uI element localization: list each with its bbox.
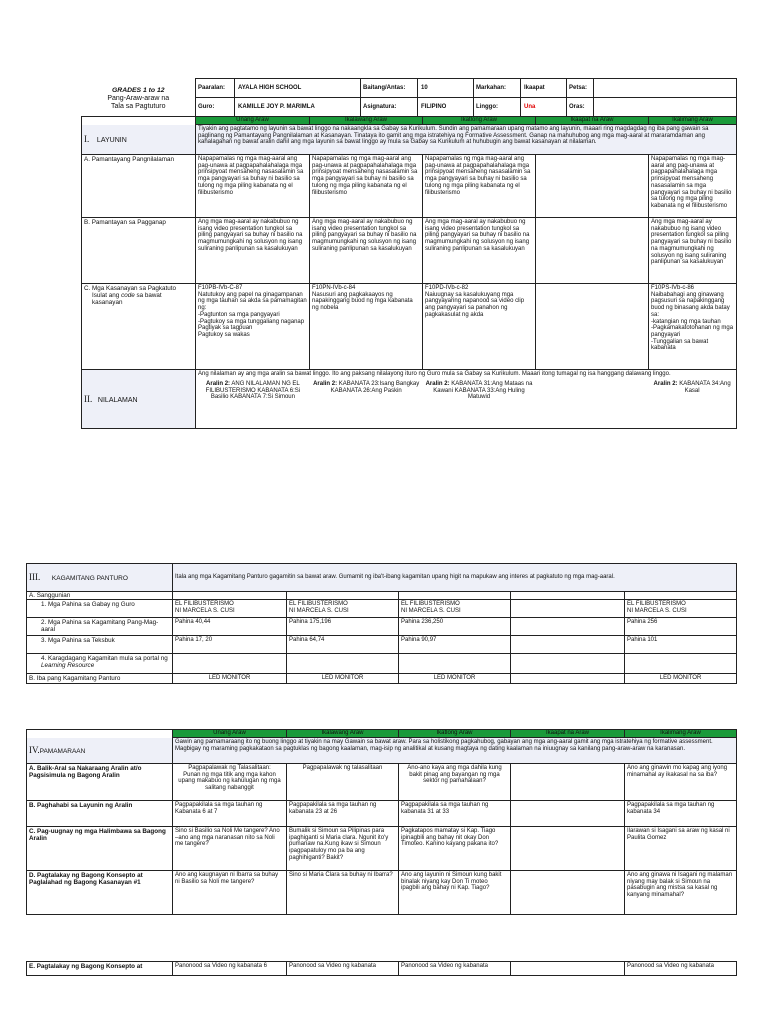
material-row-3 [27, 636, 737, 654]
objective-c-label: C. Mga Kasanayan sa Pagkatuto [84, 285, 177, 292]
procedure-c-day-1: Sino si Basilio sa Noli Me tangere? Ano –ano ang mga naranasan nito sa Noli me tangere? [173, 827, 287, 871]
section-4-heading [27, 738, 173, 764]
procedure-a-day-4 [511, 764, 625, 801]
material-row-4-label-b: Learning Resource [41, 662, 95, 670]
material-row-4-label-a: 4. Karagdagang Kagamitan mula sa portal ng [41, 655, 168, 663]
material-row-5-label: B. Iba pang Kagamitang Panturo [27, 674, 173, 684]
procedure-b-day-4 [511, 801, 625, 827]
day-header-4: Ikaapat na Araw [536, 117, 649, 125]
procedure-e-day-3: Panonood sa Video ng kabanata [399, 962, 511, 976]
material-row-3-day-1: Pahina 17, 20 [173, 636, 287, 654]
material-row-4-day-1 [173, 654, 287, 674]
objective-b-day-1: Ang mga mag-aaral ay nakabubuo ng isang video presentation tungkol sa piling pangyayari sa buhay ni basilio na magmumungkahi ng solusyon ng isang suliraning panlipunan sa kasalukuyan [196, 218, 310, 284]
section-3-heading [27, 564, 173, 592]
objective-c-label-cell [82, 284, 196, 370]
lesson-day-4 [535, 381, 648, 401]
teacher-value: KAMILLE JOY P. MARIMLA [234, 98, 360, 116]
section-2-intro: Ang nilalaman ay ang mga aralin sa bawat linggo. Ito ang paksang nilalayong ituro ng Guro mula sa Gabay sa Kurikulum. Maaari itong tumagal ng isa hanggang dalawang linggo. [198, 371, 671, 377]
day2-header-2: Ikalawang Araw [287, 730, 399, 738]
materials-table [26, 563, 737, 684]
day-header-blank [82, 117, 196, 125]
material-row-2-label: 2. Mga Pahina sa Kagamitang Pang-Mag-aaral [27, 618, 173, 636]
section-4-row [27, 738, 737, 764]
day2-header-1: Unang Araw [173, 730, 287, 738]
lesson-day-2-text: KABANATA 23:Isang Bangkay KABANATA 26:Ang Paskin [330, 381, 420, 394]
section-1-num: I. [84, 133, 90, 144]
objective-c-day-2: F10PN-IVb-c-84 Nasusuri ang pagkakaayos ng napakinggang buod ng mga kabanata ng nobela [310, 284, 423, 370]
lesson-day-1-bold: Aralin 2: [206, 381, 231, 387]
lesson-day-2-bold: Aralin 2: [313, 381, 338, 387]
procedure-b-day-1: Pagpapakilala sa mga tauhan ng Kabanata 6 at 7 [173, 801, 287, 827]
lesson-day-3 [423, 381, 536, 401]
procedure-e-label: E. Pagtalakay ng Bagong Konsepto at [27, 962, 173, 976]
teacher-label: Guro: [198, 103, 215, 110]
grades-label: GRADES 1 to 12 [112, 86, 165, 94]
time-value [593, 98, 736, 116]
lesson-day-5-bold: Aralin 2: [653, 381, 678, 387]
material-row-3-day-4 [511, 636, 625, 654]
procedure-d-label: D. Pagtalakay ng Bagong Konsepto at Paglalahad ng Bagong Kasanayan #1 [27, 871, 173, 915]
day-header-2: Ikalawang Araw [310, 117, 423, 125]
material-row-2 [27, 618, 737, 636]
procedure-row-b [27, 801, 737, 827]
school-value: AYALA HIGH SCHOOL [234, 79, 360, 97]
day-header-3: Ikatlong Araw [423, 117, 536, 125]
material-row-5-day-3: LED MONITOR [399, 674, 511, 684]
procedure-e-day-2: Panonood sa Video ng kabanata [287, 962, 399, 976]
procedure-d-day-3: Ano ang layunin ni Simoun kung bakit binalak niyang kay Don Ti moteo ipagbili ang bahay ni Kap. Tiago? [399, 871, 511, 915]
material-row-4 [27, 654, 737, 674]
dll-top-table [81, 78, 737, 429]
material-row-4-day-2 [287, 654, 399, 674]
header-row-1 [82, 79, 737, 98]
objective-a-day-5: Napapamalas ng mga mag-aaral ang pag-unawa at pagpapahalahalaga mga prinsipyoat mensaheng nasasalamin sa mga pangyayari sa buhay ni basilio sa tulong ng mga piling kabanata ng el filibusterismo [649, 155, 737, 218]
material-row-5 [27, 674, 737, 684]
procedure-d-day-2: Sino si Maria Clara sa buhay ni Ibarra? [287, 871, 399, 915]
material-row-1-day-5: EL FILIBUSTERISMO NI MARCELA S. CUSI [625, 600, 737, 618]
material-row-5-day-2: LED MONITOR [287, 674, 399, 684]
section-2-heading [82, 370, 196, 429]
lesson-day-5 [648, 381, 736, 401]
procedure-table-continued [26, 961, 737, 976]
procedure-c-day-2: Bumalik si Simoun sa Pilipinas para ipaghiganti si Maria clara. Ngunit ito'y pumanaw na.Kung ikaw si Simoun ipagpapatuloy mo pa ba ang paghihiganti? Bakit? [287, 827, 399, 871]
section-2-body [196, 370, 737, 429]
objective-b-day-3: Ang mga mag-aaral ay nakabubuo ng isang video presentation tungkol sa piling pangyayari sa buhay ni basilio na magmumungkahi ng solusyon ng isang suliraning panlipunan sa kasalukuyan [423, 218, 536, 284]
procedure-b-day-3: Pagpapakilala sa mga tauhan ng kabanata 31 at 33 [399, 801, 511, 827]
sanggunian-label: A. Sanggunian [27, 592, 173, 600]
section-1-intro: Tiyakin ang pagtatamo ng layunin sa bawat linggo na nakaangkla sa Gabay sa Kurikulum. Sundin ang pamamaraan upang matamo ang layunin, maaari ring magdagdag ng iba pang gawain sa paglinang ng Pamantayang Pangnilalaman at Kasanayan. Tinataya ito gamit ang mga istratehiya ng Formative Assessment. Ganap na mahuhubog ang mga mag-aaral at mararamdaman ang kahalagahan ng bawat aralin dahil ang mga layunin sa bawat linggo ay mula sa Gabay sa Kurikulum at huhubugin ang bawat kasanayan at nilalaman. [196, 125, 737, 155]
objective-a-day-2: Napapamalas ng mga mag-aaral ang pag-unawa at pagpapahalahalaga mga prinsipyoat mensaheng nasasalamin sa mga pangyayari sa buhay ni basilio sa tulong ng mga piling kabanata ng el filibusterismo [310, 155, 423, 218]
procedure-a-day-1: Pagpapalawak ng Talasalitaan: Punan ng mga titik ang mga kahon upang makabuo ng kahulugan ng mga salitang nabanggit [173, 764, 287, 801]
time-label: Oras: [566, 98, 593, 116]
section-2-row [82, 370, 737, 429]
day-header-row-2 [27, 730, 737, 738]
lesson-day-3-bold: Aralin 2: [425, 381, 450, 387]
material-row-3-day-5: Pahina 101 [625, 636, 737, 654]
header-info-row-2 [196, 98, 736, 116]
section-2-title: NILALAMAN [97, 396, 138, 404]
week-label: Linggo: [473, 98, 520, 116]
subject-label: Asignatura: [360, 98, 417, 116]
section-4-intro: Gawin ang pamamaraang ito ng buong linggo at tiyakin na may Gawain sa bawat araw. Para sa holistikong pagkahubog, gabayan ang mga ang-aaral gamit ang mga istratehiya ng formative assessment. Magbigay ng maraming pagkakataon sa pagtuklas ng bagong kaalaman, mag-isip ng analitikal at kusang magtaya ng dating kaalaman na iniuugnay sa kanilang pang-araw-araw na karanasan. [173, 738, 737, 764]
procedure-c-day-4 [511, 827, 625, 871]
material-row-4-label-cell [27, 654, 173, 674]
procedure-d-day-5: Ano ang ginawa ni Isagani ng malaman niyang may balak si Simoun na pasabugin ang mistsa sa kasal ng kanyang minamahal? [625, 871, 737, 915]
material-row-1-day-3: EL FILIBUSTERISMO NI MARCELA S. CUSI [399, 600, 511, 618]
objective-c-sublabel-a: Isulat ang [92, 292, 122, 300]
date-value [593, 79, 736, 97]
section-3-title: KAGAMITANG PANTURO [51, 575, 128, 583]
section-2-num: II. [84, 393, 93, 404]
objective-row-c [82, 284, 737, 370]
procedure-a-day-3: Ano-ano kaya ang mga dahila kung bakit pinag ang bayangan ng mga sektor ng pamahalaan? [399, 764, 511, 801]
objective-row-a [82, 155, 737, 218]
header-title-cell [82, 79, 196, 117]
material-row-1 [27, 600, 737, 618]
procedure-a-day-5: Ano ang ginawin mo kapag ang iyong minamahal ay ikakasal na sa iba? [625, 764, 737, 801]
header-info-row-1 [196, 79, 736, 97]
procedure-a-day-2: Pagpapalawak ng talasalitaan [287, 764, 399, 801]
section-3-row [27, 564, 737, 592]
day-header-1: Unang Araw [196, 117, 310, 125]
dll-title: Pang-Araw-araw na Tala sa Pagtuturo [107, 95, 170, 110]
procedure-c-day-5: Ilarawan si Isagani sa araw ng kasal ni Paulita Gomez [625, 827, 737, 871]
objective-b-day-4 [536, 218, 649, 284]
objective-a-day-1: Napapamalas ng mga mag-aaral ang pag-unawa at pagpapahalahalaga mga prinsipyoat mensaheng nasasalamin sa mga pangyayari sa buhay ni basilio sa tulong ng mga piling kabanata ng el filibusterismo [196, 155, 310, 218]
objective-c-day-4 [536, 284, 649, 370]
section-2-lessons [196, 381, 736, 401]
material-row-2-day-4 [511, 618, 625, 636]
procedure-row-a [27, 764, 737, 801]
procedure-row-e [27, 962, 737, 976]
objective-c-day-1: F10PB-IVb-C-87 Natutukoy ang papel na ginagampanan ng mga tauhan sa akda sa pamamagitan ng: -Pagtunton sa mga pangyayari -Pagtukoy sa mga tunggaliang naganap Pagtiyak sa tagpuan Pagtukoy sa wakas [196, 284, 310, 370]
lesson-day-3-text: KABANATA 31:Ang Mataas na Kawani KABANATA 33:Ang Huling Matuwid [433, 381, 533, 401]
material-row-4-day-3 [399, 654, 511, 674]
procedure-b-label: B. Paghahabi sa Layunin ng Aralin [27, 801, 173, 827]
procedure-e-day-4 [511, 962, 625, 976]
section-4-num: IV. [29, 744, 40, 755]
objective-a-day-3: Napapamalas ng mga mag-aaral ang pag-unawa at pagpapahalahalaga mga prinsipyoat mensaheng nasasalamin sa mga pangyayari sa buhay ni basilio sa tulong ng mga piling kabanata ng el filibusterismo [423, 155, 536, 218]
objective-row-b [82, 218, 737, 284]
material-row-5-day-5: LED MONITOR [625, 674, 737, 684]
week-value: Una [520, 98, 566, 116]
sanggunian-row [27, 592, 737, 600]
procedure-row-d [27, 871, 737, 915]
lesson-day-5-text: KABANATA 34:Ang Kasal [677, 381, 731, 394]
header-info-cell [196, 79, 737, 98]
lesson-day-1-text: ANG NILALAMAN NG EL FILIBUSTERISMO KABANATA 6:Si Basilio KABANATA 7:Si Simoun [205, 381, 301, 401]
day-header-row-1 [82, 117, 737, 125]
procedure-row-c [27, 827, 737, 871]
section-3-intro: Itala ang mga Kagamitang Panturo gagamitin sa bawat araw. Gumamit ng iba't-ibang kagamitan upang higit na mapukaw ang interes at pagkatuto ng mga mag-aaral. [173, 564, 737, 592]
material-row-5-day-1: LED MONITOR [173, 674, 287, 684]
school-label: Paaralan: [198, 84, 226, 91]
procedure-table [26, 729, 737, 915]
lesson-day-1 [196, 381, 310, 401]
grade-label: Baitang/Antas: [360, 79, 417, 97]
procedure-c-day-3: Pagkatapos mamatay si Kap. Tiago ipinagbili ang bahay nit okay Don Timoteo. Kanino kayang pakana ito? [399, 827, 511, 871]
day2-header-3: Ikatlong Araw [399, 730, 511, 738]
material-row-3-label: 3. Mga Pahina sa Teksbuk [27, 636, 173, 654]
day2-header-5: Ikalimang Araw [625, 730, 737, 738]
day-header-blank-2 [27, 730, 173, 738]
material-row-1-day-1: EL FILIBUSTERISMO NI MARCELA S. CUSI [173, 600, 287, 618]
quarter-label: Markahan: [473, 79, 520, 97]
objective-c-sublabel-b: code [121, 292, 135, 300]
objective-a-label: A. Pamantayang Pangnilalaman [82, 155, 196, 218]
section-4-title: PAMAMARAAN [39, 747, 86, 755]
lesson-day-2 [310, 381, 423, 401]
objective-b-day-5: Ang mga mag-aaral ay nakabubuo ng isang video presentation tungkol sa piling pangyayari sa buhay ni basilio na magmumungkahi ng solusyon ng isang suliraning panlipunan sa kasalukuyan [649, 218, 737, 284]
day-header-5: Ikalimang Araw [649, 117, 737, 125]
section-3-num: III. [29, 572, 41, 583]
objective-a-day-4 [536, 155, 649, 218]
objective-c-sublabel-c: sa bawat kasanayan [92, 292, 162, 307]
grade-value: 10 [417, 79, 473, 97]
material-row-2-day-1: Pahina 40,44 [173, 618, 287, 636]
procedure-e-day-5: Panonood sa Video ng kabanata [625, 962, 737, 976]
objective-b-label: B. Pamantayan sa Pagganap [82, 218, 196, 284]
material-row-2-day-3: Pahina 236,250 [399, 618, 511, 636]
day2-header-4: Ikaapat na Araw [511, 730, 625, 738]
material-row-4-day-4 [511, 654, 625, 674]
procedure-b-day-5: Pagpapakilala sa mga tauhan ng kabanata 34 [625, 801, 737, 827]
material-row-1-day-2: EL FILIBUSTERISMO NI MARCELA S. CUSI [287, 600, 399, 618]
objective-b-day-2: Ang mga mag-aaral ay nakabubuo ng isang video presentation tungkol sa piling pangyayari sa buhay ni basilio na magmumungkahi ng solusyon ng isang suliraning panlipunan sa kasalukuyan [310, 218, 423, 284]
procedure-d-day-4 [511, 871, 625, 915]
section-1-heading [82, 125, 196, 155]
quarter-value: Ikaapat [520, 79, 566, 97]
header-info-cell-2 [196, 98, 737, 117]
procedure-a-label: A. Balik-Aral sa Nakaraang Aralin at/o Pagsisimula ng Bagong Aralin [27, 764, 173, 801]
procedure-d-day-1: Ano ang kaugnayan ni Ibarra sa buhay ni Basilio sa Noli me tangere? [173, 871, 287, 915]
procedure-e-day-1: Panonood sa Video ng kabanata 6 [173, 962, 287, 976]
material-row-1-label: 1. Mga Pahina sa Gabay ng Guro [27, 600, 173, 618]
material-row-4-day-5 [625, 654, 737, 674]
procedure-c-label: C. Pag-uugnay ng mga Halimbawa sa Bagong Aralin [27, 827, 173, 871]
date-label: Petsa: [566, 79, 593, 97]
material-row-3-day-3: Pahina 90,97 [399, 636, 511, 654]
material-row-1-day-4 [511, 600, 625, 618]
subject-value: FILIPINO [417, 98, 473, 116]
material-row-2-day-5: Pahina 256 [625, 618, 737, 636]
section-1-row [82, 125, 737, 155]
objective-c-day-3: F10PD-IVb-c-82 Naiuugnay sa kasalukuyang mga pangyayaring napanood sa video clip ang pangyayari sa panahon ng pagkakasulat ng akda [423, 284, 536, 370]
material-row-3-day-2: Pahina 64,74 [287, 636, 399, 654]
material-row-2-day-2: Pahina 175,196 [287, 618, 399, 636]
section-1-title: LAYUNIN [96, 136, 127, 144]
procedure-b-day-2: Pagpapakilala sa mga tauhan ng kabanata 23 at 26 [287, 801, 399, 827]
material-row-5-day-4 [511, 674, 625, 684]
objective-c-day-5: F10PS-IVb-c-86 Naibabahagi ang ginawang pagsusuri sa napakinggang buod ng binasang akda batay sa: -katangian ng mga tauhan -Pagkamakatotohanan ng mga pangyayari -Tunggalian sa bawat kabanata [649, 284, 737, 370]
